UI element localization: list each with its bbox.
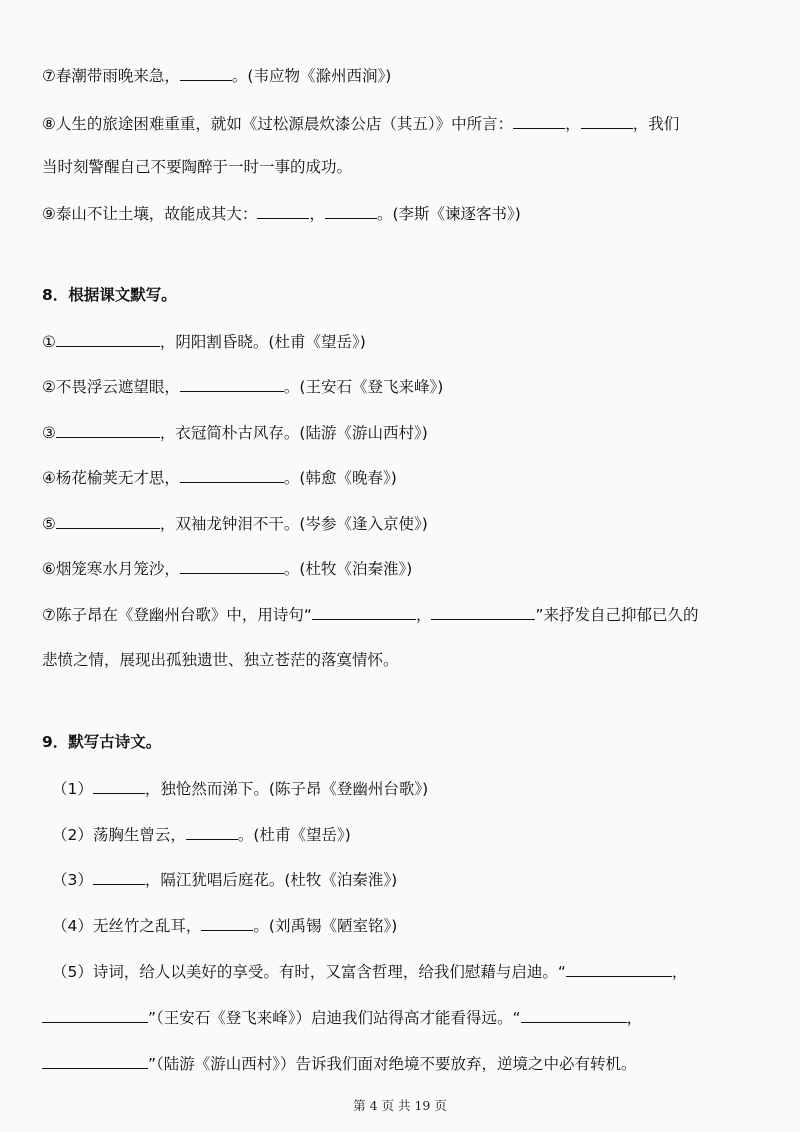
item-text: ，独怆然而涕下。(陈子昂《登幽州台歌》) bbox=[144, 780, 429, 798]
item-number: ② bbox=[42, 378, 56, 396]
item-text: 诗词，给人以美好的享受。有时，又富含哲理，给我们慰藉与启迪。“ bbox=[92, 963, 566, 981]
answer-blank[interactable] bbox=[581, 112, 633, 129]
separator: ， bbox=[626, 1009, 643, 1027]
answer-blank[interactable] bbox=[180, 466, 284, 483]
q8-item-7 bbox=[42, 603, 698, 626]
answer-blank[interactable] bbox=[325, 202, 377, 219]
item-number: （2） bbox=[52, 826, 93, 844]
q8-item-3 bbox=[42, 421, 428, 444]
q8-item-6 bbox=[42, 557, 412, 580]
item-text: ，阴阳割昏晓。(杜甫《望岳》) bbox=[159, 333, 366, 351]
item-text: 春潮带雨晚来急， bbox=[55, 67, 180, 85]
answer-blank[interactable] bbox=[186, 823, 238, 840]
question-8-title: 8．根据课文默写。 bbox=[42, 286, 177, 304]
q9-item-5-line1 bbox=[52, 960, 687, 983]
q8-item-2 bbox=[42, 375, 443, 398]
q9-item-4 bbox=[52, 914, 397, 937]
q8-item-4 bbox=[42, 466, 397, 489]
item-number: （5） bbox=[52, 963, 93, 981]
answer-blank[interactable] bbox=[180, 64, 232, 81]
item-7-chunchao bbox=[42, 64, 391, 87]
item-text: 人生的旅途困难重重，就如《过松源晨炊漆公店（其五）》中所言： bbox=[55, 115, 514, 133]
item-text: 杨花榆荚无才思， bbox=[55, 469, 180, 487]
q9-item-1 bbox=[52, 777, 428, 800]
item-text: 。(王安石《登飞来峰》) bbox=[283, 378, 444, 396]
q9-item-2 bbox=[52, 823, 351, 846]
separator: ， bbox=[415, 606, 432, 624]
item-number: ④ bbox=[42, 469, 56, 487]
answer-blank[interactable] bbox=[257, 202, 309, 219]
q9-item-5-line2 bbox=[42, 1006, 642, 1029]
page-footer: 第 4 页 共 19 页 bbox=[353, 1098, 447, 1113]
item-8-continuation: 当时刻警醒自己不要陶醉于一时一事的成功。 bbox=[42, 158, 353, 176]
answer-blank[interactable] bbox=[566, 960, 672, 977]
item-8-guosongyuan bbox=[42, 112, 679, 135]
answer-blank[interactable] bbox=[93, 777, 145, 794]
item-source: 。(韦应物《滁州西涧》) bbox=[231, 67, 392, 85]
item-number: ⑥ bbox=[42, 560, 56, 578]
answer-blank[interactable] bbox=[93, 868, 145, 885]
q9-item-5-line3 bbox=[42, 1052, 637, 1075]
answer-blank[interactable] bbox=[42, 1006, 148, 1023]
item-text: 。(杜甫《望岳》) bbox=[237, 826, 351, 844]
answer-blank[interactable] bbox=[42, 1052, 148, 1069]
item-text: 。(韩愈《晚春》) bbox=[283, 469, 397, 487]
item-number: ⑤ bbox=[42, 515, 56, 533]
item-text: ，隔江犹唱后庭花。(杜牧《泊秦淮》) bbox=[144, 871, 398, 889]
item-text: ”（陆游《游山西村》）告诉我们面对绝境不要放弃，逆境之中必有转机。 bbox=[148, 1055, 637, 1073]
q8-item-7-continuation: 悲愤之情，展现出孤独遗世、独立苍茫的落寞情怀。 bbox=[42, 651, 399, 669]
item-number: ⑦ bbox=[42, 67, 56, 85]
item-text: ，我们 bbox=[632, 115, 680, 133]
answer-blank[interactable] bbox=[431, 603, 535, 620]
q8-item-1 bbox=[42, 330, 366, 353]
item-text: ，衣冠简朴古风存。(陆游《游山西村》) bbox=[159, 424, 428, 442]
item-text: 荡胸生曾云， bbox=[92, 826, 186, 844]
answer-blank[interactable] bbox=[312, 603, 416, 620]
separator: ， bbox=[565, 115, 581, 133]
item-text: 不畏浮云遮望眼， bbox=[55, 378, 180, 396]
q8-item-5 bbox=[42, 512, 428, 535]
item-number: ③ bbox=[42, 424, 56, 442]
separator: ， bbox=[309, 205, 325, 223]
answer-blank[interactable] bbox=[56, 512, 160, 529]
item-text: ”来抒发自己抑郁已久的 bbox=[535, 606, 699, 624]
answer-blank[interactable] bbox=[56, 421, 160, 438]
q9-item-3 bbox=[52, 868, 397, 891]
item-text: ，双袖龙钟泪不干。(岑参《逢入京使》) bbox=[159, 515, 428, 533]
item-number: （3） bbox=[52, 871, 93, 889]
item-source: 。(李斯《谏逐客书》) bbox=[376, 205, 521, 223]
item-text: 无丝竹之乱耳， bbox=[92, 917, 202, 935]
item-text: 泰山不让土壤，故能成其大： bbox=[55, 205, 258, 223]
item-number: （4） bbox=[52, 917, 93, 935]
item-number: ⑨ bbox=[42, 205, 56, 223]
answer-blank[interactable] bbox=[513, 112, 565, 129]
answer-blank[interactable] bbox=[180, 557, 284, 574]
item-text: 。(杜牧《泊秦淮》) bbox=[283, 560, 413, 578]
item-text: 烟笼寒水月笼沙， bbox=[55, 560, 180, 578]
answer-blank[interactable] bbox=[521, 1006, 627, 1023]
item-text: ”（王安石《登飞来峰》）启迪我们站得高才能看得远。“ bbox=[148, 1009, 521, 1027]
item-number: ⑦ bbox=[42, 606, 56, 624]
item-number: （1） bbox=[52, 780, 93, 798]
answer-blank[interactable] bbox=[56, 330, 160, 347]
answer-blank[interactable] bbox=[201, 914, 253, 931]
item-number: ⑧ bbox=[42, 115, 56, 133]
separator: ， bbox=[671, 963, 688, 981]
question-9-title: 9．默写古诗文。 bbox=[42, 733, 162, 751]
answer-blank[interactable] bbox=[180, 375, 284, 392]
item-number: ① bbox=[42, 333, 56, 351]
item-text: 。(刘禹锡《陋室铭》) bbox=[253, 917, 398, 935]
item-9-taishan bbox=[42, 202, 521, 225]
item-text: 陈子昂在《登幽州台歌》中，用诗句“ bbox=[55, 606, 312, 624]
